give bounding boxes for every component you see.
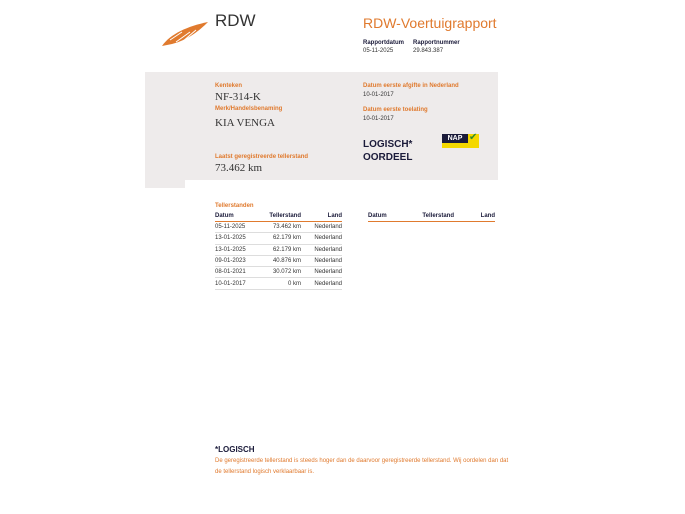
brand-name: RDW <box>215 11 256 30</box>
row-date: 13-01-2025 <box>215 244 259 255</box>
odometer-value: 73.462 km <box>215 162 263 174</box>
footnote-title: *LOGISCH <box>215 445 255 454</box>
row-country: Nederland <box>301 267 342 278</box>
table-row <box>215 255 342 266</box>
first-nl-value: 10-01-2017 <box>363 92 394 98</box>
column-header-odometer: Tellerstand <box>412 212 454 222</box>
row-date: 13-01-2025 <box>215 233 259 244</box>
row-odometer: 40.876 km <box>259 255 301 266</box>
table-row <box>215 233 342 244</box>
row-date: 09-01-2023 <box>215 255 259 266</box>
row-country: Nederland <box>301 255 342 266</box>
verdict <box>363 138 433 164</box>
table-row <box>215 267 342 278</box>
first-admission-label: Datum eerste toelating <box>363 107 428 113</box>
table-header-row <box>215 212 342 222</box>
row-date: 10-01-2017 <box>215 278 259 289</box>
nap-label: NAP <box>442 134 468 143</box>
report-date-value: 05-11-2025 <box>363 48 394 54</box>
row-date: 05-11-2025 <box>215 222 259 233</box>
odometer-history-table <box>215 212 342 290</box>
checkmark-icon: ✔ <box>469 132 478 143</box>
row-country: Nederland <box>301 278 342 289</box>
row-odometer: 62.179 km <box>259 233 301 244</box>
column-header-country: Land <box>454 212 495 222</box>
first-admission-value: 10-01-2017 <box>363 116 394 122</box>
plate-label: Kenteken <box>215 83 243 89</box>
table-row <box>215 222 342 233</box>
column-header-odometer: Tellerstand <box>259 212 301 222</box>
row-odometer: 30.072 km <box>259 267 301 278</box>
row-date: 08-01-2021 <box>215 267 259 278</box>
odometer-history-title: Tellerstanden <box>215 203 254 209</box>
row-country: Nederland <box>301 222 342 233</box>
verdict-result: LOGISCH* <box>363 139 413 150</box>
odometer-label: Laatst geregistreerde tellerstand <box>215 154 309 160</box>
report-title: RDW-Voertuigrapport <box>363 15 497 31</box>
row-odometer: 62.179 km <box>259 244 301 255</box>
model-label: Merk/Handelsbenaming <box>215 106 283 112</box>
first-nl-label: Datum eerste afgifte in Nederland <box>363 83 459 89</box>
column-header-date: Datum <box>215 212 259 222</box>
footnote-text: De geregistreerde tellerstand is steeds hoger dan de daarvoor geregistreerde tellerstand. Wij oordelen dan dat de tellerstand logisch verklaarbaar is. <box>215 458 509 475</box>
table-row <box>215 278 342 289</box>
report-date-label: Rapportdatum <box>363 40 404 46</box>
report-number-value: 29.843.387 <box>413 48 444 54</box>
plate-value: NF-314-K <box>215 91 261 103</box>
rdw-logo-icon <box>160 20 210 48</box>
odometer-history-table-continued <box>368 212 495 222</box>
table-row <box>215 244 342 255</box>
report-number-label: Rapportnummer <box>413 40 460 46</box>
table-header-row <box>368 212 495 222</box>
row-odometer: 73.462 km <box>259 222 301 233</box>
row-odometer: 0 km <box>259 278 301 289</box>
column-header-country: Land <box>301 212 342 222</box>
verdict-label: OORDEEL <box>363 152 413 163</box>
panel-notch <box>145 180 185 188</box>
row-country: Nederland <box>301 233 342 244</box>
column-header-date: Datum <box>368 212 412 222</box>
nap-badge <box>442 134 479 148</box>
row-country: Nederland <box>301 244 342 255</box>
model-value: KIA VENGA <box>215 117 275 129</box>
